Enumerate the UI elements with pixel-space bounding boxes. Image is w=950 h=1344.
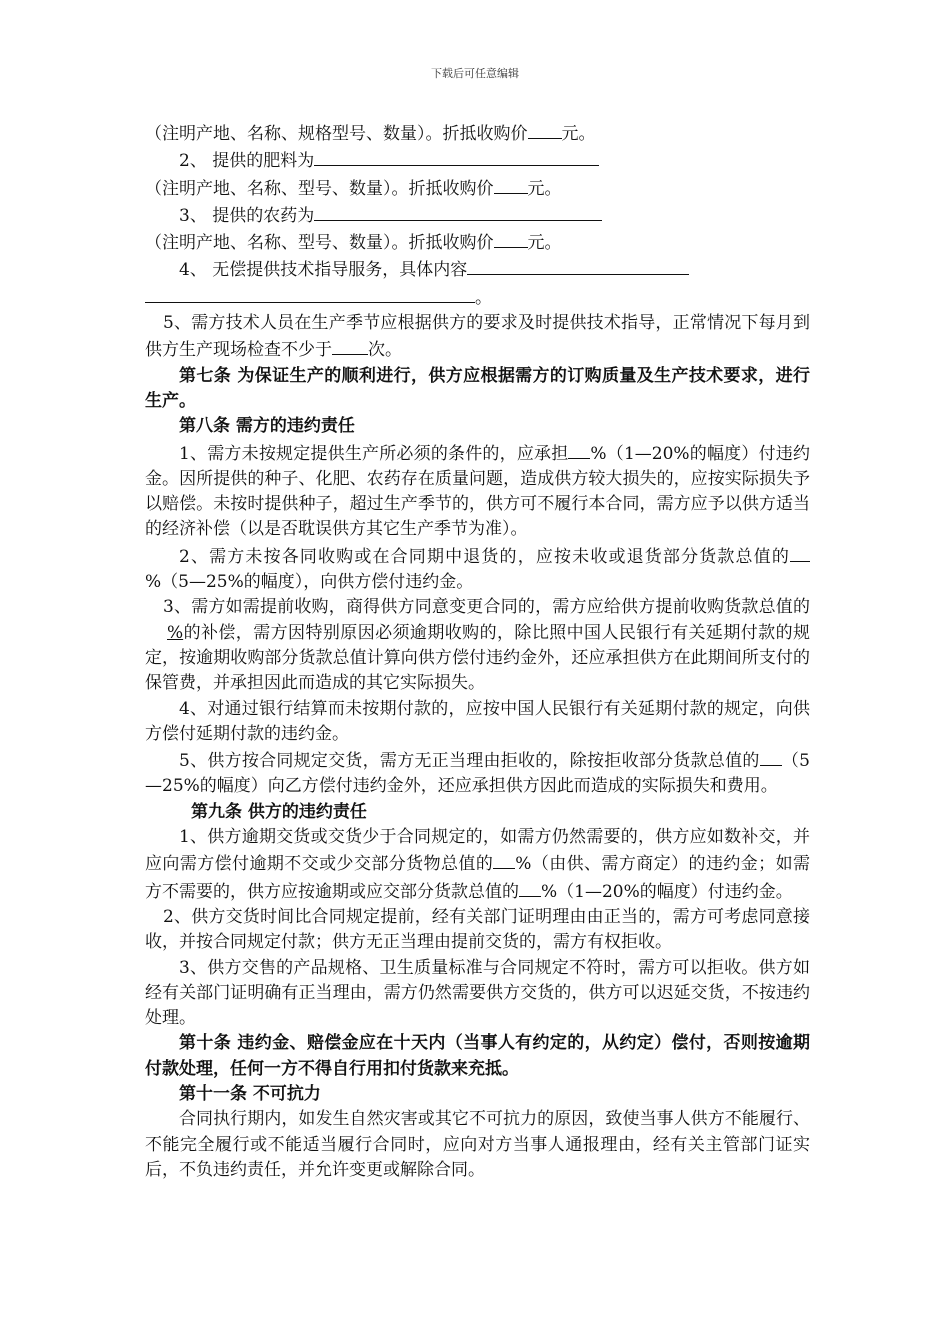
article-9-item-2: 2、供方交货时间比合同规定提前，经有关部门证明理由由正当的，需方可考虑同意接收，并按合同规定付款；供方无正当理由提前交货的，需方有权拒收。 xyxy=(145,906,810,953)
blank-pesticide-price[interactable] xyxy=(494,229,528,248)
article-8-item-1: 1、需方未按规定提供生产所必须的条件的，应承担 %（1—20%的幅度）付违约金。因所提供的种子、化肥、农药存在质量问题，造成供方较大损失的，应按实际损失予以赔偿。未按时提供种子，超过生产季节的，供方可不履行本合同，需方应予以供方适当的经济补偿（以是否耽误供方其它生产季节为准）。 xyxy=(145,440,810,543)
pesticide-line: 3、 提供的农药为 xyxy=(145,202,810,229)
article-8-item-3: 3、需方如需提前收购，商得供方同意变更合同的，需方应给供方提前收购货款总值的%的补偿，需方因特别原因必须逾期收购的，除比照中国人民银行有关延期付款的规定，按逾期收购部分货款总值计算向供方偿付违约金外，还应承担供方在此期间所支付的保管费，并承担因此而造成的其它实际损失。 xyxy=(145,597,810,694)
blank-fertilizer-price[interactable] xyxy=(494,175,528,194)
blank-penalty-5[interactable] xyxy=(760,747,782,766)
article-9-item-1: 1、供方逾期交货或交货少于合同规定的，如需方仍然需要的，供方应如数补交，并应向需方偿付逾期不交或少交部分货物总值的 %（由供、需方商定）的违约金；如需方不需要的，供方应按逾期或应交部分货款总值的 %（1—20%的幅度）付违约金。 xyxy=(145,827,810,902)
page-header: 下载后可任意编辑 xyxy=(431,67,519,80)
blank-pesticide[interactable] xyxy=(314,202,602,221)
article-8-item-5: 5、供方按合同规定交货，需方无正当理由拒收的，除按拒收部分货款总值的 （5—25%的幅度）向乙方偿付违约金外，还应承担供方因此而造成的实际损失和费用。 xyxy=(145,747,810,800)
blank-penalty-1[interactable] xyxy=(568,440,590,459)
article-9-title: 第九条 供方的违约责任 xyxy=(191,801,367,822)
fertilizer-line: 2、 提供的肥料为 xyxy=(145,147,810,174)
blank-penalty-2[interactable] xyxy=(790,543,810,562)
article-7: 第七条 为保证生产的顺利进行，供方应根据需方的订购质量及生产技术要求，进行生产。 xyxy=(145,365,810,411)
pesticide-note: （注明产地、名称、型号、数量）。折抵收购价 元。 xyxy=(145,229,810,256)
blank-fertilizer[interactable] xyxy=(314,147,599,166)
blank-tech-guidance-cont[interactable] xyxy=(145,284,475,303)
tech-guidance-cont: 。 xyxy=(145,284,810,311)
article-11-title: 第十一条 不可抗力 xyxy=(179,1083,321,1104)
article-11-body: 合同执行期内，如发生自然灾害或其它不可抗力的原因，致使当事人供方不能履行、不能完全履行或不能适当履行合同时，应向对方当事人通报理由，经有关主管部门证实后，不负违约责任，并允许变更或解除合同。 xyxy=(145,1109,810,1180)
blank-inspection-times[interactable] xyxy=(332,336,368,355)
item-5: 5、需方技术人员在生产季节应根据供方的要求及时提供技术指导，正常情况下每月到供方生产现场检查不少于 次。 xyxy=(145,313,810,361)
blank-penalty-3[interactable]: % xyxy=(167,622,184,643)
blank-seed-price[interactable] xyxy=(528,120,562,139)
blank-tech-guidance[interactable] xyxy=(467,256,689,275)
article-8-item-2: 2、需方未按各同收购或在合同期中退货的，应按未收或退货部分货款总值的%（5—25%的幅度），向供方偿付违约金。 xyxy=(145,543,810,596)
blank-penalty-9-1b[interactable] xyxy=(519,878,541,897)
article-9-item-3: 3、供方交售的产品规格、卫生质量标准与合同规定不符时，需方可以拒收。供方如经有关部门证明确有正当理由，需方仍然需要供方交货的，供方可以迟延交货，不按违约处理。 xyxy=(145,957,810,1029)
article-10: 第十条 违约金、赔偿金应在十天内（当事人有约定的，从约定）偿付，否则按逾期付款处理，任何一方不得自行用扣付货款来充抵。 xyxy=(145,1033,810,1079)
article-8-title: 第八条 需方的违约责任 xyxy=(179,416,355,437)
blank-penalty-9-1a[interactable] xyxy=(493,850,515,869)
fertilizer-note: （注明产地、名称、型号、数量）。折抵收购价 元。 xyxy=(145,175,810,202)
seed-note: （注明产地、名称、规格型号、数量）。折抵收购价 元。 xyxy=(145,120,810,147)
article-8-item-4: 4、对通过银行结算而未按期付款的，应按中国人民银行有关延期付款的规定，向供方偿付延期付款的违约金。 xyxy=(145,698,810,744)
tech-guidance-line: 4、 无偿提供技术指导服务，具体内容 xyxy=(145,256,810,283)
document-body xyxy=(145,120,810,1183)
